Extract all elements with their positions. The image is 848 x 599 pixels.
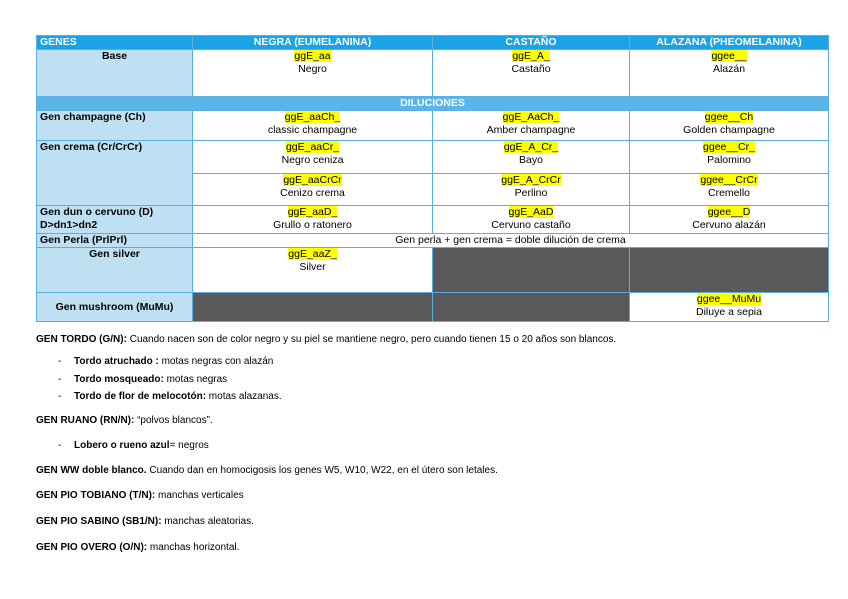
genotype-code: ggE_A_CrCr [501, 174, 561, 186]
phenotype-name: Diluye a sepia [696, 305, 762, 318]
tordo-item-text: motas negras con alazán [158, 356, 274, 367]
header-castano: CASTAÑO [433, 36, 630, 50]
tordo-item-title: Tordo de flor de melocotón: [74, 391, 207, 402]
cell-base-castano [433, 50, 630, 97]
note-ruano-title: GEN RUANO (RN/N): [36, 415, 135, 426]
row-label-champagne: Gen champagne (Ch) [37, 111, 193, 141]
cell-crema1-castano [433, 141, 630, 174]
cell-base-negra [193, 50, 433, 97]
phenotype-name: Cenizo crema [280, 186, 345, 199]
genotype-code: ggE_aaCr_ [285, 141, 340, 153]
row-label-perla: Gen Perla (PrlPrl) [37, 234, 193, 248]
phenotype-name: Silver [299, 260, 326, 273]
genotype-code: ggE_AaCh_ [502, 111, 560, 123]
note-tordo-text: Cuando nacen son de color negro y su piel se mantiene negro, pero cuando tienen 15 o 20 años son blancos. [126, 334, 617, 345]
cell-silver-alazana-empty [630, 248, 829, 293]
note-ww-title: GEN WW doble blanco. [36, 465, 147, 476]
tordo-item-title: Tordo atruchado : [74, 356, 159, 367]
table-row-champagne [37, 111, 829, 141]
genotype-code: ggE_aaZ_ [288, 248, 337, 260]
note-ruano [36, 415, 213, 426]
phenotype-name: Cremello [707, 186, 750, 199]
cell-champagne-alazana [630, 111, 829, 141]
phenotype-name: Amber champagne [486, 123, 576, 136]
cell-dun-alazana [630, 206, 829, 234]
genotype-code: ggE_aa [294, 50, 331, 62]
phenotype-name: Perlino [514, 186, 548, 199]
phenotype-name: Cervuno castaño [491, 218, 571, 231]
phenotype-name: Alazán [712, 62, 746, 75]
phenotype-name: classic champagne [267, 123, 358, 136]
note-tobiano-title: GEN PIO TOBIANO (T/N): [36, 490, 156, 501]
note-overo-title: GEN PIO OVERO (O/N): [36, 542, 148, 553]
diluciones-row [37, 97, 829, 111]
tordo-item-title: Tordo mosqueado: [74, 374, 164, 385]
cell-champagne-castano [433, 111, 630, 141]
cell-mushroom-negra-empty [193, 293, 433, 322]
table-row-dun [37, 206, 829, 234]
genotype-code: ggE_aaCrCr [283, 174, 342, 186]
dun-label: Gen dun o cervuno (D) [40, 206, 154, 218]
row-label-crema: Gen crema (Cr/CrCr) [37, 141, 193, 206]
table-row-perla [37, 234, 829, 248]
table-row-mushroom [37, 293, 829, 322]
header-alazana: ALAZANA (PHEOMELANINA) [630, 36, 829, 50]
ruano-item-text: = negros [169, 440, 209, 451]
phenotype-name: Golden champagne [683, 123, 775, 136]
note-tobiano [36, 490, 244, 501]
cell-perla-text: Gen perla + gen crema = doble dilución de crema [193, 234, 829, 248]
phenotype-name: Negro ceniza [281, 153, 344, 166]
tordo-item-text: motas negras [163, 374, 228, 385]
note-ww [36, 465, 498, 476]
cell-crema2-alazana [630, 174, 829, 206]
genotype-code: ggE_AaD [508, 206, 554, 218]
row-label-silver: Gen silver [37, 248, 193, 293]
genotype-code: ggee__Cr_ [703, 141, 755, 153]
cell-champagne-negra [193, 111, 433, 141]
row-label-mushroom: Gen mushroom (MuMu) [37, 293, 193, 322]
row-label-dun [37, 206, 193, 234]
note-ww-text: Cuando dan en homocigosis los genes W5, W10, W22, en el útero son letales. [146, 465, 498, 476]
phenotype-name: Castaño [511, 62, 551, 75]
cell-base-alazana [630, 50, 829, 97]
note-sabino-text: manchas aleatorias. [161, 516, 254, 527]
cell-crema1-alazana [630, 141, 829, 174]
list-item: - Tordo atruchado : motas negras con alazán [58, 356, 274, 367]
phenotype-name: Negro [298, 62, 327, 75]
table-row-base [37, 50, 829, 97]
list-item: - Lobero o rueno azul= negros [58, 440, 209, 451]
cell-silver-negra [193, 248, 433, 293]
note-tordo [36, 334, 616, 345]
list-item: - Tordo mosqueado: motas negras [58, 374, 228, 385]
genotype-code: ggE_A_Cr_ [503, 141, 559, 153]
genotype-code: ggE_A_ [512, 50, 550, 62]
genotype-code: ggee__MuMu [696, 293, 762, 305]
row-label-base: Base [37, 50, 193, 97]
note-sabino [36, 516, 254, 527]
genes-table [36, 35, 829, 322]
note-overo [36, 542, 239, 553]
note-sabino-title: GEN PIO SABINO (SB1/N): [36, 516, 162, 527]
table-header-row [37, 36, 829, 50]
genotype-code: ggE_aaD_ [287, 206, 338, 218]
cell-dun-negra [193, 206, 433, 234]
genotype-code: ggee__Ch [704, 111, 754, 123]
cell-dun-castano [433, 206, 630, 234]
cell-mushroom-castano-empty [433, 293, 630, 322]
cell-crema2-castano [433, 174, 630, 206]
genotype-code: ggE_aaCh_ [284, 111, 341, 123]
cell-crema2-negra [193, 174, 433, 206]
phenotype-name: Grullo o ratonero [273, 218, 352, 231]
note-tordo-title: GEN TORDO (G/N): [36, 334, 127, 345]
table-row-crema-1 [37, 141, 829, 174]
phenotype-name: Cervuno alazán [692, 218, 766, 231]
genotype-code: ggee__CrCr [700, 174, 758, 186]
genotype-code: ggee__ [711, 50, 747, 62]
phenotype-name: Palomino [707, 153, 751, 166]
ruano-item-title: Lobero o rueno azul [74, 440, 170, 451]
table-row-silver [37, 248, 829, 293]
header-genes: GENES [37, 36, 193, 50]
phenotype-name: Bayo [519, 153, 543, 166]
note-overo-text: manchas horizontal. [147, 542, 240, 553]
tordo-item-text: motas alazanas. [206, 391, 282, 402]
cell-mushroom-alazana [630, 293, 829, 322]
genotype-code: ggee__D [707, 206, 751, 218]
note-tobiano-text: manchas verticales [155, 490, 244, 501]
note-ruano-text: “polvos blancos”. [134, 415, 213, 426]
cell-crema1-negra [193, 141, 433, 174]
diluciones-heading: DILUCIONES [37, 97, 829, 111]
dun-allele-order: D>dn1>dn2 [40, 218, 98, 231]
header-negra: NEGRA (EUMELANINA) [193, 36, 433, 50]
cell-silver-castano-empty [433, 248, 630, 293]
list-item: - Tordo de flor de melocotón: motas alazanas. [58, 391, 282, 402]
